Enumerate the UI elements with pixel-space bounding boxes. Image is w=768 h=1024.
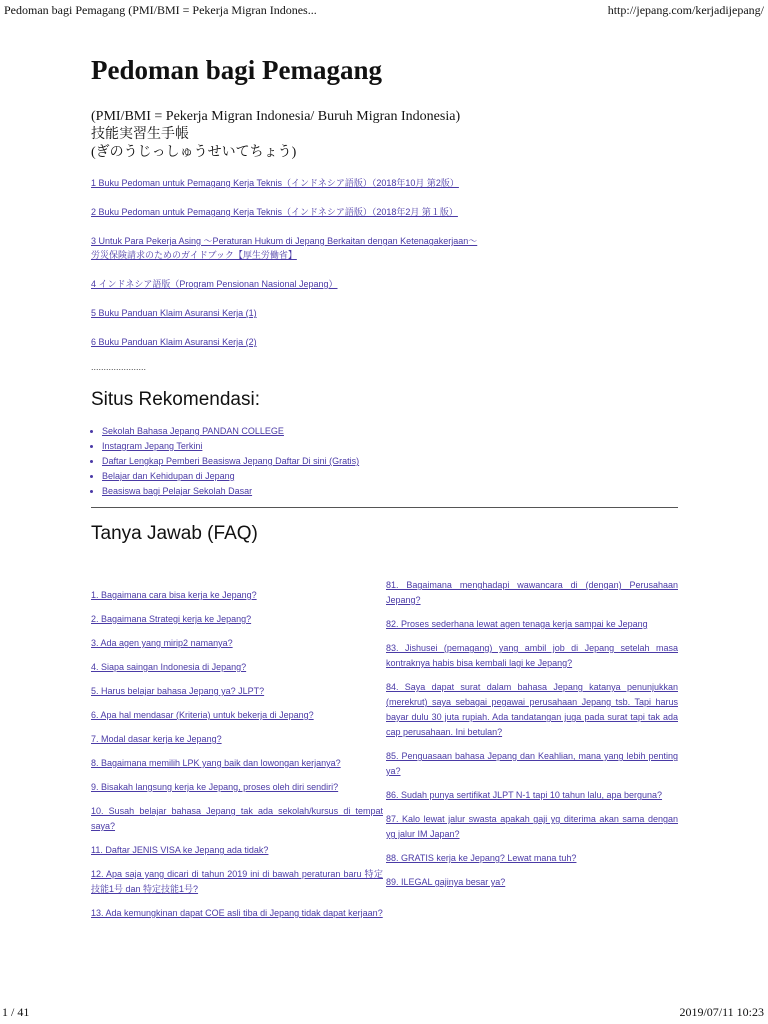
faq-link[interactable]: 5. Harus belajar bahasa Jepang ya? JLPT? [91, 686, 265, 696]
document-link-line: 労災保険請求のためのガイドブック【厚生労働省】 [91, 250, 297, 260]
recommend-link[interactable]: Belajar dan Kehidupan di Jepang [102, 471, 235, 481]
document-link[interactable]: 6 Buku Panduan Klaim Asuransi Kerja (2) [91, 337, 257, 347]
subtitle-line: (PMI/BMI = Pekerja Migran Indonesia/ Buruh Migran Indonesia) [91, 109, 461, 124]
list-item [102, 439, 678, 454]
list-item [102, 454, 678, 469]
faq-link[interactable]: 10. Susah belajar bahasa Jepang tak ada sekolah/kursus di tempat saya? [91, 806, 383, 831]
document-link-line: 3 Untuk Para Pekerja Asing ～Peraturan Hukum di Jepang Berkaitan dengan Ketenagakerjaan～ [91, 236, 478, 246]
print-header-url: http://jepang.com/kerjadijepang/ [607, 3, 764, 17]
faq-heading: Tanya Jawab (FAQ) [91, 523, 258, 544]
divider [91, 507, 678, 508]
faq-link[interactable]: 7. Modal dasar kerja ke Jepang? [91, 734, 222, 744]
document-link[interactable] [91, 234, 678, 262]
recommend-link[interactable]: Daftar Lengkap Pemberi Beasiswa Jepang Daftar Di sini (Gratis) [102, 456, 360, 466]
faq-link[interactable]: 6. Apa hal mendasar (Kriteria) untuk bekerja di Jepang? [91, 710, 314, 720]
faq-link[interactable]: 83. Jishusei (pemagang) yang ambil job di Jepang setelah masa kontraknya habis bisa kembali lagi ke Jepang? [386, 643, 678, 668]
faq-link[interactable]: 3. Ada agen yang mirip2 namanya? [91, 638, 233, 648]
faq-right-column [386, 578, 678, 930]
faq-link[interactable]: 82. Proses sederhana lewat agen tenaga kerja sampai ke Jepang [386, 619, 648, 629]
document-link[interactable]: 5 Buku Panduan Klaim Asuransi Kerja (1) [91, 308, 257, 318]
page-number: 1 / 41 [2, 1005, 30, 1019]
recommend-link[interactable]: Beasiswa bagi Pelajar Sekolah Dasar [102, 486, 253, 496]
recommend-link[interactable]: Sekolah Bahasa Jepang PANDAN COLLEGE [102, 426, 284, 436]
faq-link[interactable]: 86. Sudah punya sertifikat JLPT N-1 tapi 10 tahun lalu, apa berguna? [386, 790, 663, 800]
page-content [91, 52, 678, 930]
separator-dots: ...................... [91, 362, 147, 372]
faq-link[interactable]: 88. GRATIS kerja ke Jepang? Lewat mana tuh? [386, 853, 577, 863]
recommend-heading: Situs Rekomendasi: [91, 389, 260, 410]
document-list [91, 176, 678, 349]
list-item [102, 469, 678, 484]
document-link[interactable]: 1 Buku Pedoman untuk Pemagang Kerja Teknis（インドネシア語版）（2018年10月 第2版） [91, 178, 459, 188]
faq-link[interactable]: 87. Kalo lewat jalur swasta apakah gaji yg diterima akan sama dengan yg jalur IM Japan? [386, 814, 678, 839]
faq-left-column [91, 578, 383, 930]
recommend-list [91, 424, 678, 499]
subtitle-line: 技能実習生手帳 [91, 127, 189, 142]
recommend-link[interactable]: Instagram Jepang Terkini [102, 441, 203, 451]
print-footer [0, 1004, 768, 1024]
list-item [102, 484, 678, 499]
faq-link[interactable]: 81. Bagaimana menghadapi wawancara di (dengan) Perusahaan Jepang? [386, 580, 678, 605]
subtitle-line: (ぎのうじっしゅうせいてちょう) [91, 145, 297, 160]
faq-link[interactable]: 4. Siapa saingan Indonesia di Jepang? [91, 662, 247, 672]
document-link[interactable]: 4 インドネシア語版（Program Pensionan Nasional Jepang） [91, 279, 338, 289]
faq-link[interactable]: 84. Saya dapat surat dalam bahasa Jepang katanya penunjukkan (merekrut) saya sebagai pegawai perusahaan Jepang tsb. Tapi harus bayar dulu 30 juta rupiah. Ada tandatangan juga pada surat tapi tak ada cap perusahaan. Ini betulan? [386, 682, 678, 737]
faq-link[interactable]: 13. Ada kemungkinan dapat COE asli tiba di Jepang tidak dapat kerjaan? [91, 908, 383, 918]
subtitle-block [91, 108, 678, 162]
print-header-title: Pedoman bagi Pemagang (PMI/BMI = Pekerja Migran Indones... [4, 3, 317, 17]
faq-link[interactable]: 9. Bisakah langsung kerja ke Jepang, proses oleh diri sendiri? [91, 782, 339, 792]
faq-link[interactable]: 8. Bagaimana memilih LPK yang baik dan lowongan kerjanya? [91, 758, 341, 768]
faq-link[interactable]: 11. Daftar JENIS VISA ke Jepang ada tidak? [91, 845, 269, 855]
faq-link[interactable]: 89. ILEGAL gajinya besar ya? [386, 877, 506, 887]
faq-link[interactable]: 1. Bagaimana cara bisa kerja ke Jepang? [91, 590, 257, 600]
print-header [0, 0, 768, 18]
print-timestamp: 2019/07/11 10:23 [679, 1005, 764, 1019]
page-title: Pedoman bagi Pemagang [91, 55, 383, 85]
faq-link[interactable]: 85. Penguasaan bahasa Jepang dan Keahlian, mana yang lebih penting ya? [386, 751, 678, 776]
document-link[interactable]: 2 Buku Pedoman untuk Pemagang Kerja Teknis（インドネシア語版）（2018年2月 第１版） [91, 207, 458, 217]
faq-columns [91, 578, 678, 930]
faq-link[interactable]: 2. Bagaimana Strategi kerja ke Jepang? [91, 614, 252, 624]
list-item [102, 424, 678, 439]
faq-link[interactable]: 12. Apa saja yang dicari di tahun 2019 ini di bawah peraturan baru 特定技能1号 dan 特定技能1号? [91, 869, 383, 894]
